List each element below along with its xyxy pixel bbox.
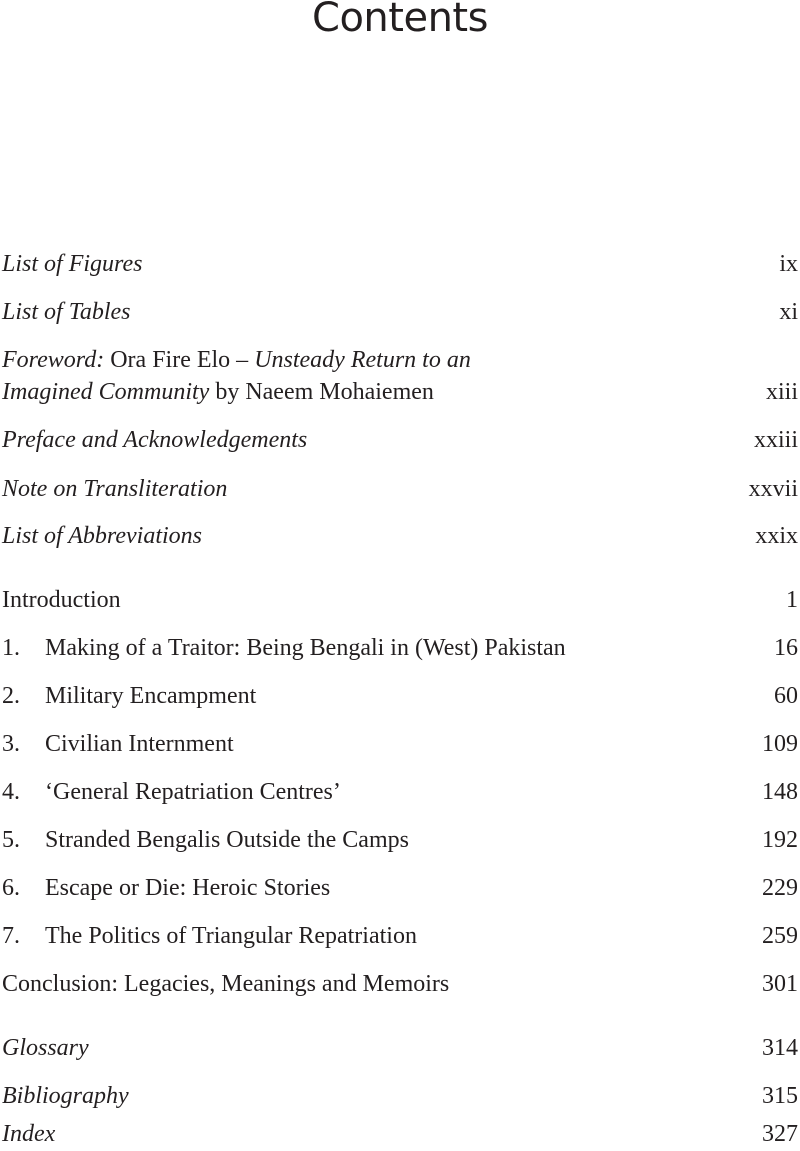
- toc-entry-chapter-5[interactable]: [2, 826, 798, 854]
- foreword-subtitle-2: Imagined Community: [2, 379, 210, 405]
- toc-entry-page: 314: [762, 1035, 798, 1061]
- toc-entry-chapter-2[interactable]: [2, 682, 798, 710]
- toc-entry-page: xxiii: [753, 427, 798, 453]
- foreword-subtitle-1: Unsteady Return to an: [254, 347, 471, 373]
- toc-entry-label: ‘General Repatriation Centres’: [45, 779, 341, 805]
- toc-entry-transliteration[interactable]: [2, 475, 798, 503]
- toc-entry-label: Index: [2, 1121, 56, 1147]
- foreword-prefix: Foreword:: [2, 347, 105, 373]
- toc-entry-page: 327: [762, 1121, 798, 1147]
- toc-entry-page: 60: [774, 683, 798, 709]
- toc-entry-glossary[interactable]: [2, 1034, 798, 1062]
- toc-entry-preface[interactable]: [2, 426, 798, 454]
- toc-entry-label: Stranded Bengalis Outside the Camps: [45, 827, 409, 853]
- toc-entry-chapter-1[interactable]: [2, 634, 798, 662]
- chapter-number: 1.: [2, 635, 20, 661]
- toc-entry-bibliography[interactable]: [2, 1082, 798, 1110]
- toc-entry-foreword[interactable]: [2, 344, 798, 408]
- chapter-number: 4.: [2, 779, 20, 805]
- toc-entry-index[interactable]: [2, 1120, 798, 1148]
- toc-entry-page: 109: [762, 731, 798, 757]
- toc-entry-chapter-4[interactable]: [2, 778, 798, 806]
- toc-entry-page: xxix: [755, 523, 798, 549]
- chapter-number: 2.: [2, 683, 20, 709]
- chapter-number: 5.: [2, 827, 20, 853]
- toc-entry-page: 192: [762, 827, 798, 853]
- toc-entry-page: 229: [762, 875, 798, 901]
- page-title: Contents: [312, 0, 488, 41]
- toc-entry-page: xi: [779, 299, 798, 325]
- toc-entry-chapter-7[interactable]: [2, 922, 798, 950]
- foreword-title-author: Ora Fire Elo –: [110, 347, 249, 373]
- chapter-number: 6.: [2, 875, 20, 901]
- toc-entry-page: 259: [762, 923, 798, 949]
- toc-entry-label: List of Tables: [2, 299, 131, 325]
- toc-entry-label: List of Figures: [2, 251, 143, 277]
- toc-entry-label: Introduction: [2, 587, 121, 613]
- toc-entry-conclusion[interactable]: [2, 970, 798, 998]
- toc-entry-page: 315: [762, 1083, 798, 1109]
- toc-entry-label: Escape or Die: Heroic Stories: [45, 875, 331, 901]
- toc-entry-label: Preface and Acknowledgements: [2, 427, 308, 453]
- toc-entry-label: Conclusion: Legacies, Meanings and Memoirs: [2, 971, 450, 997]
- toc-entry-label: Making of a Traitor: Being Bengali in (West) Pakistan: [45, 635, 566, 661]
- toc-entry-list-of-tables[interactable]: [2, 298, 798, 326]
- chapter-number: 7.: [2, 923, 20, 949]
- toc-entry-chapter-3[interactable]: [2, 730, 798, 758]
- toc-entry-introduction[interactable]: [2, 586, 798, 614]
- toc-entry-label: Civilian Internment: [45, 731, 234, 757]
- toc-entry-page: ix: [779, 251, 798, 277]
- toc-entry-page: xxvii: [748, 476, 798, 502]
- toc-entry-chapter-6[interactable]: [2, 874, 798, 902]
- toc-entry-label: The Politics of Triangular Repatriation: [45, 923, 417, 949]
- toc-entry-page: 148: [762, 779, 798, 805]
- toc-entry-label: Bibliography: [2, 1083, 129, 1109]
- toc-entry-list-of-figures[interactable]: [2, 250, 798, 278]
- foreword-byline: by Naeem Mohaiemen: [215, 379, 434, 405]
- toc-entry-label: Military Encampment: [45, 683, 257, 709]
- chapter-number: 3.: [2, 731, 20, 757]
- toc-entry-abbreviations[interactable]: [2, 522, 798, 550]
- toc-entry-page: 1: [786, 587, 798, 613]
- toc-entry-page: 301: [762, 971, 798, 997]
- toc-entry-label: [2, 344, 766, 408]
- toc-entry-label: Glossary: [2, 1035, 89, 1061]
- toc-entry-page: xiii: [765, 379, 798, 405]
- toc-entry-page: 16: [774, 635, 798, 661]
- toc-entry-label: List of Abbreviations: [2, 523, 203, 549]
- toc-entry-label: Note on Transliteration: [2, 476, 228, 502]
